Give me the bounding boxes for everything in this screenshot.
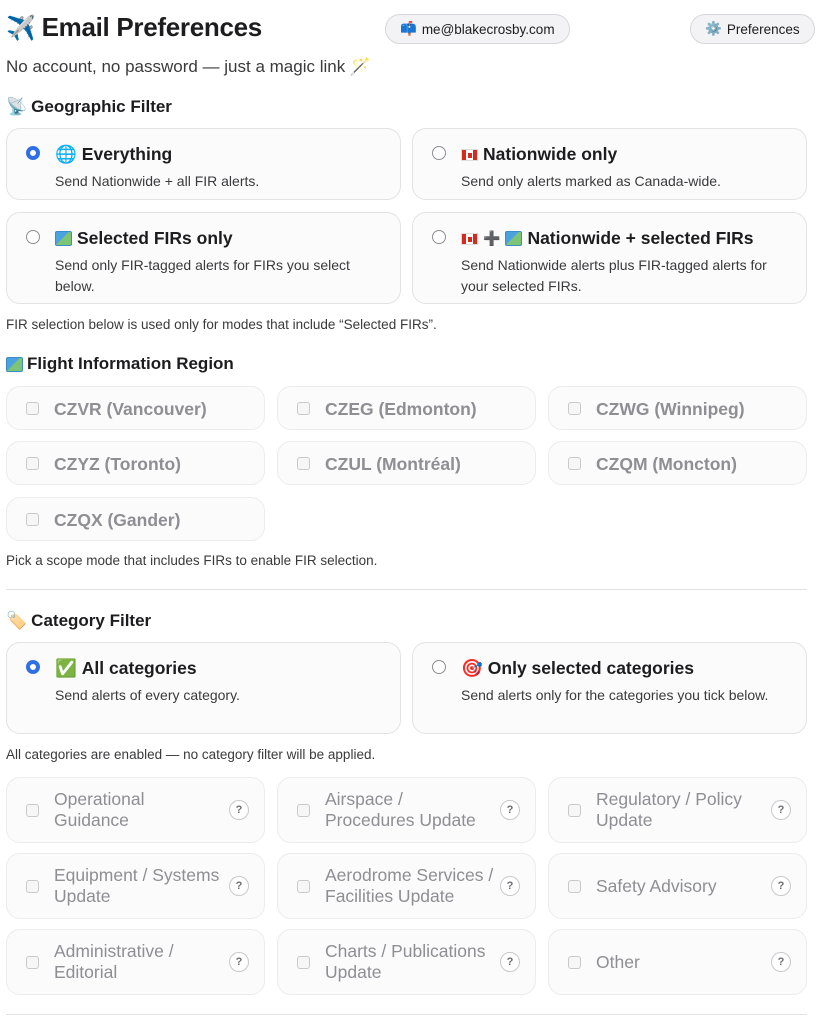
category-item[interactable] (548, 929, 807, 995)
category-checkbox[interactable] (568, 804, 581, 817)
help-icon[interactable]: ? (229, 876, 249, 896)
page-title-text: Email Preferences (41, 12, 262, 42)
category-checkbox[interactable] (26, 880, 39, 893)
category-filter-heading (6, 611, 151, 631)
geo-option-nationwide[interactable] (412, 128, 807, 200)
category-checkbox[interactable] (568, 880, 581, 893)
help-icon[interactable]: ? (771, 876, 791, 896)
category-item[interactable] (548, 853, 807, 919)
radio-all-categories[interactable] (26, 660, 40, 674)
fir-label: CZQM (Moncton) (596, 454, 737, 474)
geographic-filter-title: Geographic Filter (31, 97, 172, 116)
globe-icon: 🌐 (55, 144, 77, 165)
category-checkbox[interactable] (297, 956, 310, 969)
fir-label: CZUL (Montréal) (325, 454, 461, 474)
fir-checkbox[interactable] (568, 457, 581, 470)
category-option-label: Only selected categories (487, 658, 695, 678)
geo-option-label: Nationwide only (483, 144, 618, 164)
category-item[interactable] (6, 853, 265, 919)
help-icon[interactable]: ? (229, 800, 249, 820)
page-title (6, 12, 262, 43)
fir-label: CZWG (Winnipeg) (596, 399, 745, 419)
section-divider (6, 589, 807, 590)
geo-option-desc: Send Nationwide + all FIR alerts. (55, 173, 260, 189)
category-label: Safety Advisory (596, 875, 717, 896)
category-label: Operational Guidance (54, 789, 145, 830)
fir-label: CZEG (Edmonton) (325, 399, 477, 419)
fir-title: Flight Information Region (27, 354, 234, 373)
geo-option-title (461, 144, 617, 165)
fir-option[interactable] (277, 441, 536, 485)
category-item[interactable] (277, 853, 536, 919)
help-icon[interactable]: ? (771, 952, 791, 972)
radio-nationwide-plus-firs[interactable] (432, 230, 446, 244)
fir-checkbox[interactable] (297, 457, 310, 470)
fir-checkbox[interactable] (297, 402, 310, 415)
geographic-filter-heading (6, 97, 172, 117)
canada-flag-icon (461, 233, 478, 245)
category-option-desc: Send alerts of every category. (55, 687, 240, 703)
account-email-pill[interactable] (385, 14, 570, 44)
category-item[interactable] (6, 929, 265, 995)
category-item[interactable] (277, 777, 536, 843)
geo-option-nationwide-plus-firs[interactable] (412, 212, 807, 304)
radio-selected-categories[interactable] (432, 660, 446, 674)
fir-option[interactable] (6, 386, 265, 430)
account-email: me@blakecrosby.com (421, 21, 555, 37)
geo-option-desc: Send only FIR-tagged alerts for FIRs you select below. (55, 257, 350, 294)
fir-option[interactable] (6, 497, 265, 541)
header (6, 12, 810, 46)
category-item[interactable] (277, 929, 536, 995)
radio-nationwide[interactable] (432, 146, 446, 160)
fir-label: CZQX (Gander) (54, 510, 181, 530)
geo-option-title (55, 144, 172, 165)
fir-option[interactable] (6, 441, 265, 485)
category-label: Equipment / Systems Update (54, 865, 220, 906)
help-icon[interactable]: ? (500, 876, 520, 896)
preferences-button[interactable] (690, 14, 815, 44)
category-filter-title: Category Filter (31, 611, 152, 630)
geo-option-title (55, 228, 233, 249)
category-item[interactable] (548, 777, 807, 843)
geo-option-label: Everything (81, 144, 173, 164)
map-icon (505, 231, 522, 246)
target-icon: 🎯 (461, 658, 483, 679)
help-icon[interactable]: ? (229, 952, 249, 972)
fir-heading (6, 354, 234, 374)
fir-label: CZYZ (Toronto) (54, 454, 181, 474)
fir-checkbox[interactable] (26, 402, 39, 415)
help-icon[interactable]: ? (500, 800, 520, 820)
geo-option-label: Nationwide + selected FIRs (527, 228, 754, 248)
category-label: Airspace / Procedures Update (325, 789, 476, 830)
help-icon[interactable]: ? (500, 952, 520, 972)
category-label: Other (596, 951, 640, 972)
category-option-title (461, 658, 694, 679)
preferences-label: Preferences (726, 21, 800, 37)
category-checkbox[interactable] (297, 804, 310, 817)
plus-icon: ➕ (483, 230, 501, 247)
radio-selected-firs[interactable] (26, 230, 40, 244)
map-icon (55, 231, 72, 246)
category-option-label: All categories (81, 658, 197, 678)
canada-flag-icon (461, 149, 478, 161)
section-divider (6, 1014, 807, 1015)
category-checkbox[interactable] (297, 880, 310, 893)
geo-option-label: Selected FIRs only (77, 228, 233, 248)
fir-checkbox[interactable] (26, 513, 39, 526)
geo-option-desc: Send Nationwide alerts plus FIR-tagged alerts for your selected FIRs. (461, 257, 767, 294)
category-checkbox[interactable] (26, 956, 39, 969)
category-option-title (55, 658, 197, 679)
category-label: Regulatory / Policy Update (596, 789, 742, 830)
gear-icon: ⚙️ (705, 21, 722, 37)
category-note: All categories are enabled — no category filter will be applied. (6, 747, 376, 762)
category-checkbox[interactable] (26, 804, 39, 817)
geo-option-everything[interactable] (6, 128, 401, 200)
category-option-selected[interactable] (412, 642, 807, 734)
fir-checkbox[interactable] (26, 457, 39, 470)
radio-everything[interactable] (26, 146, 40, 160)
geo-note: FIR selection below is used only for modes that include “Selected FIRs”. (6, 317, 437, 332)
subtitle: No account, no password — just a magic link 🪄 (6, 57, 372, 76)
geo-option-selected-firs[interactable] (6, 212, 401, 304)
category-label: Charts / Publications Update (325, 941, 486, 982)
help-icon[interactable]: ? (771, 800, 791, 820)
fir-option[interactable] (277, 386, 536, 430)
map-icon (6, 357, 23, 372)
category-checkbox[interactable] (568, 956, 581, 969)
fir-label: CZVR (Vancouver) (54, 399, 207, 419)
geo-option-title (461, 228, 754, 249)
satellite-dish-icon: 📡 (6, 97, 28, 117)
mailbox-icon: 📫 (400, 21, 417, 37)
category-item[interactable] (6, 777, 265, 843)
category-label: Aerodrome Services / Facilities Update (325, 865, 494, 906)
check-mark-icon: ✅ (55, 658, 77, 679)
category-label: Administrative / Editorial (54, 941, 174, 982)
fir-option[interactable] (548, 386, 807, 430)
fir-checkbox[interactable] (568, 402, 581, 415)
geo-option-desc: Send only alerts marked as Canada-wide. (461, 173, 721, 189)
category-option-desc: Send alerts only for the categories you tick below. (461, 687, 769, 703)
fir-option[interactable] (548, 441, 807, 485)
tag-icon: 🏷️ (6, 611, 28, 631)
airplane-icon: ✈️ (6, 13, 36, 42)
category-option-all[interactable] (6, 642, 401, 734)
fir-note: Pick a scope mode that includes FIRs to enable FIR selection. (6, 553, 378, 568)
